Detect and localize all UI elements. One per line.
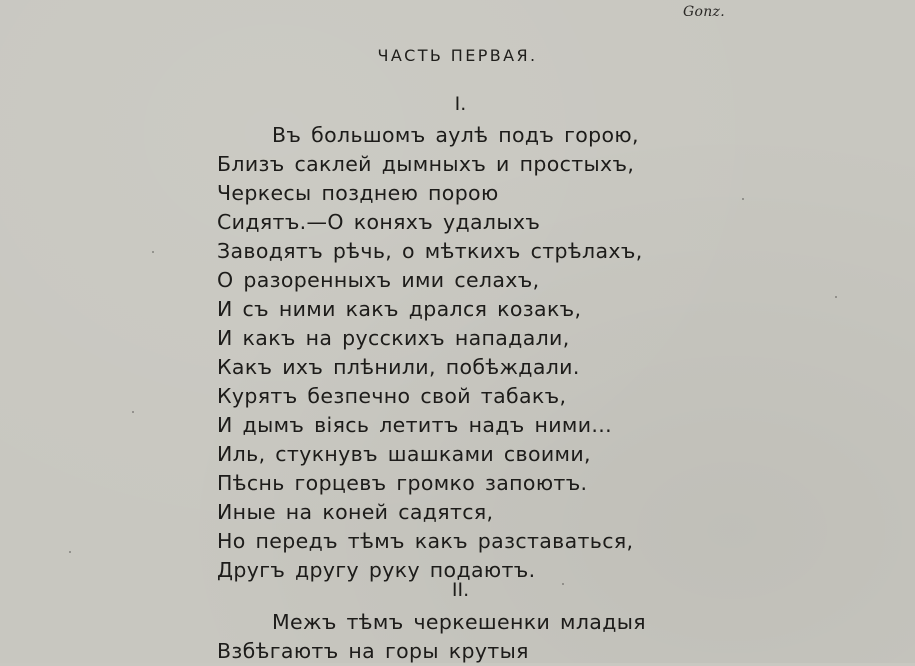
paper-speck: [152, 251, 154, 253]
stanza-1-verse: [217, 121, 643, 585]
stanza-number: II.: [451, 579, 470, 601]
stanza-number: I.: [454, 93, 467, 115]
verse-line: Взбѣгаютъ на горы крутыя: [217, 639, 529, 663]
verse-line: Близъ саклей дымныхъ и простыхъ,: [217, 152, 635, 176]
paper-speck: [835, 296, 837, 298]
verse-line: И дымъ віясь летитъ надъ ними...: [217, 413, 612, 437]
paper-speck: [69, 551, 71, 553]
paper-speck: [132, 411, 134, 413]
verse-line: И съ ними какъ дрался козакъ,: [217, 297, 582, 321]
verse-line: Въ большомъ аулѣ подъ горою,: [272, 123, 639, 147]
verse-line: Иные на коней садятся,: [217, 500, 494, 524]
verse-line: О разоренныхъ ими селахъ,: [217, 268, 540, 292]
verse-line: Сидятъ.—О коняхъ удалыхъ: [217, 210, 541, 234]
verse-line: Межъ тѣмъ черкешенки младыя: [272, 610, 646, 634]
verse-line: Черкесы позднею порою: [217, 181, 499, 205]
paper-speck: [562, 583, 564, 585]
verse-line: И какъ на русскихъ нападали,: [217, 326, 570, 350]
page-caption: Gonz.: [683, 4, 725, 20]
verse-line: Но передъ тѣмъ какъ разставаться,: [217, 529, 634, 553]
verse-line: Другъ другу руку подаютъ.: [217, 558, 536, 582]
verse-line: Пѣснь горцевъ громко запоютъ.: [217, 471, 588, 495]
verse-line: Курятъ безпечно свой табакъ,: [217, 384, 567, 408]
part-title: ЧАСТЬ ПЕРВАЯ.: [377, 46, 538, 65]
stanza-2-verse: [217, 608, 646, 666]
verse-line: Иль, стукнувъ шашками своими,: [217, 442, 591, 466]
paper-speck: [742, 198, 744, 200]
verse-line: Какъ ихъ плѣнили, побѣждали.: [217, 355, 580, 379]
verse-line: Заводятъ рѣчь, о мѣткихъ стрѣлахъ,: [217, 239, 643, 263]
